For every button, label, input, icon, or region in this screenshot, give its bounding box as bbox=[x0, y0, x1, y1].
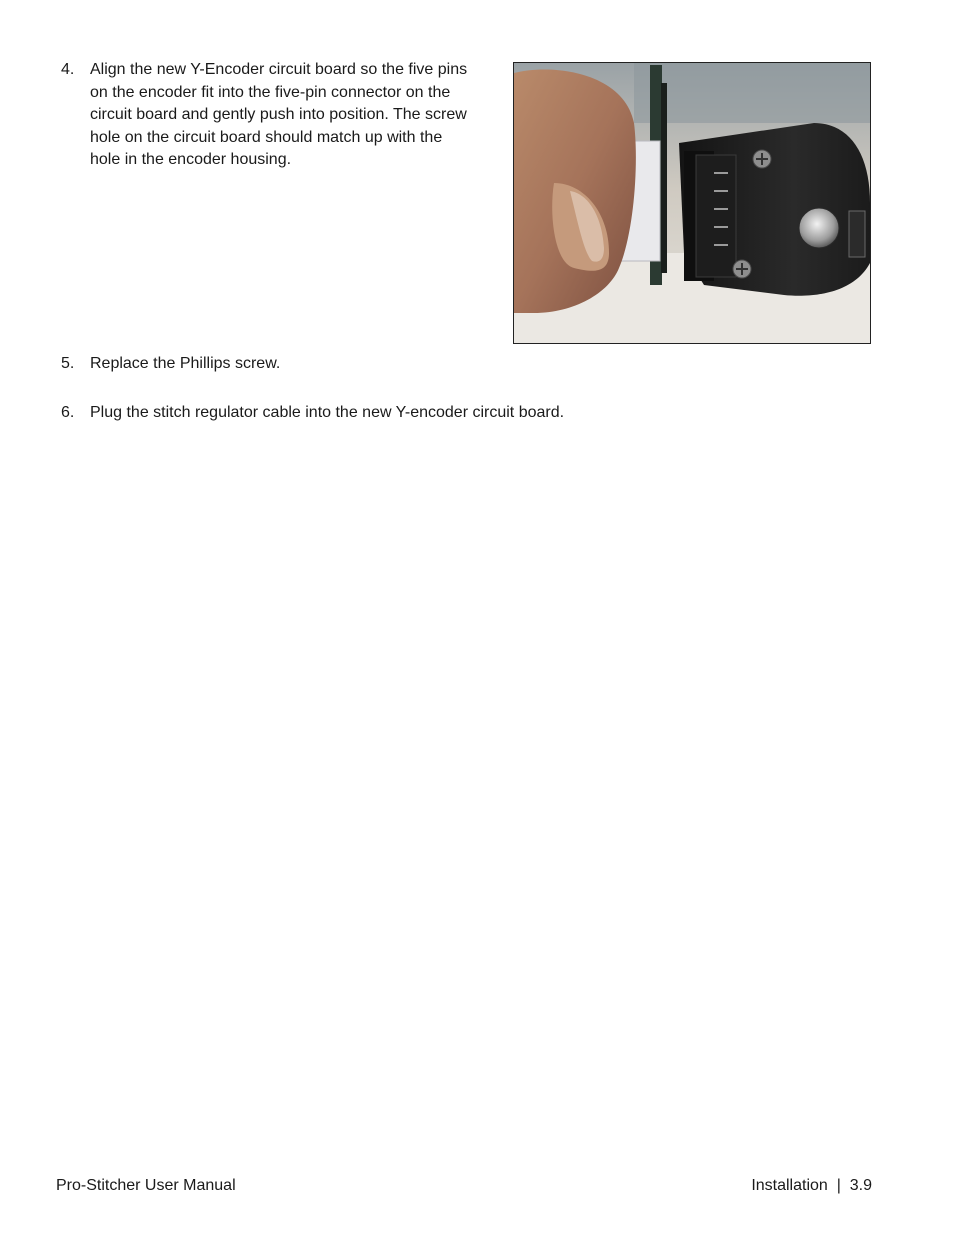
step-text: Plug the stitch regulator cable into the new Y-encoder circuit board. bbox=[90, 404, 565, 421]
footer-section: Installation bbox=[751, 1177, 828, 1194]
step-number: 4. bbox=[61, 61, 75, 78]
step-text: Align the new Y-Encoder circuit board so the five pins on the encoder fit into the five-pin connector on the circuit board and gently push into position. The screw hole on the circuit board should match up with the hole in the encoder housing. bbox=[90, 61, 468, 169]
footer-page-info bbox=[751, 1175, 872, 1197]
footer-separator: | bbox=[836, 1177, 841, 1194]
step-text: Replace the Phillips screw. bbox=[90, 355, 281, 372]
footer-manual-title: Pro-Stitcher User Manual bbox=[56, 1177, 236, 1194]
step-item bbox=[61, 402, 761, 425]
step-number: 6. bbox=[61, 404, 75, 421]
step-item bbox=[61, 353, 661, 376]
footer-page-number: 3.9 bbox=[849, 1177, 872, 1194]
encoder-installation-photo bbox=[513, 62, 871, 344]
photo-illustration bbox=[514, 63, 870, 343]
step-number: 5. bbox=[61, 355, 75, 372]
step-item bbox=[61, 59, 511, 172]
